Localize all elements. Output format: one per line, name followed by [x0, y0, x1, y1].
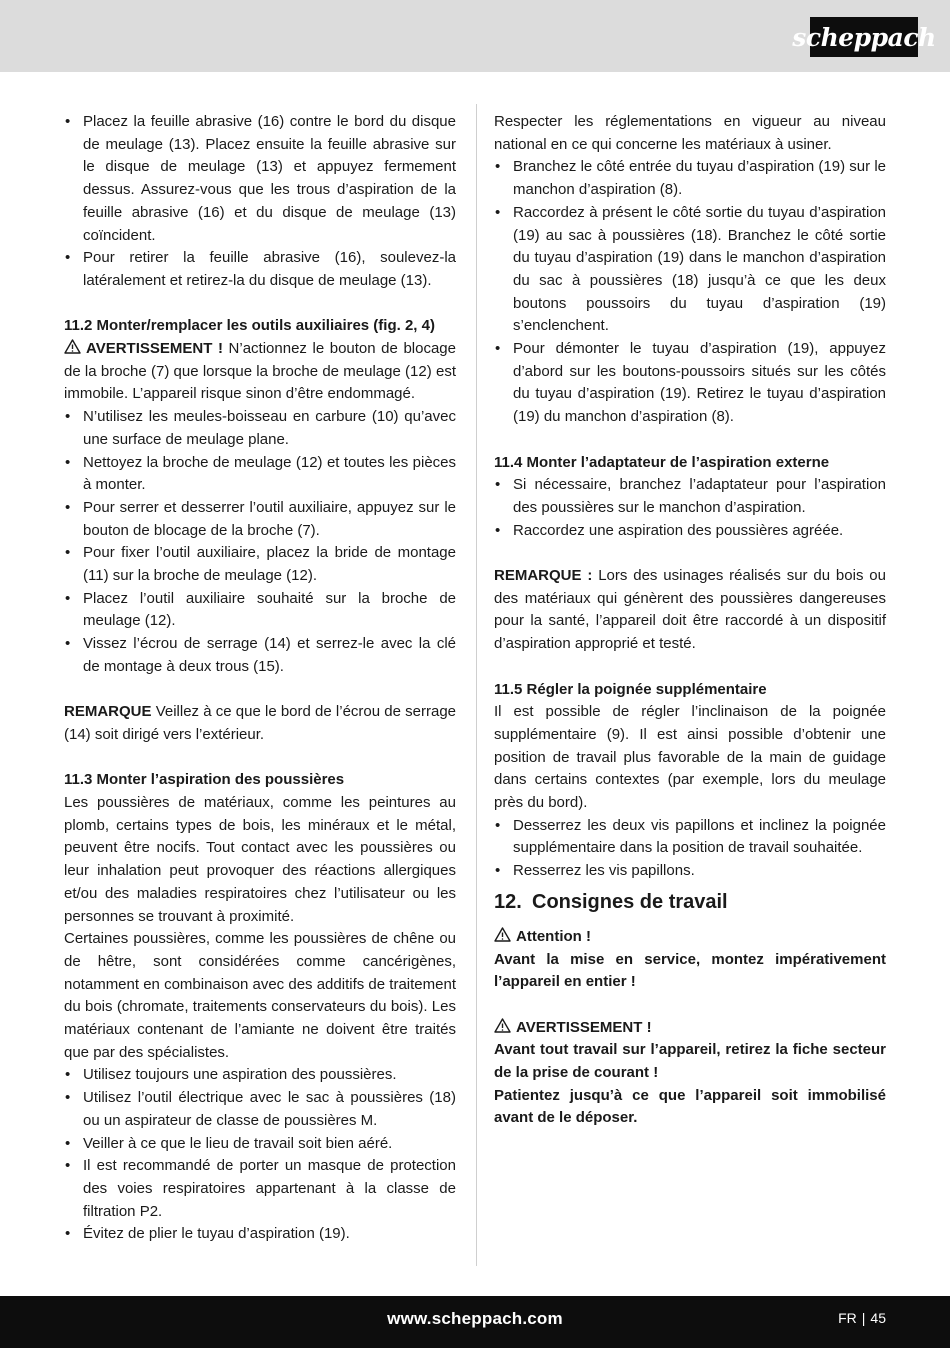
note-label: REMARQUE: [64, 703, 152, 721]
note-text: Veillez à ce que le bord de l’écrou de serrage (14) soit dirigé vers l’extérieur.: [64, 703, 456, 743]
section-heading-12: [494, 889, 886, 915]
list-item: • Vissez l’écrou de serrage (14) et serrez-le avec la clé de montage à deux trous (15).: [64, 633, 456, 678]
attention-label: Attention !: [516, 927, 591, 945]
column-divider: [476, 104, 477, 1266]
list-item: • N’utilisez les meules-boisseau en carbure (10) qu’avec une surface de meulage plane.: [64, 406, 456, 451]
body-paragraph: Les poussières de matériaux, comme les peintures au plomb, certains types de bois, les minéraux et le métal, peuvent être nocifs. Tout contact avec les poussières ou leur inhalation peut provoquer des réactions allergiques et/ou des maladies respiratoires chez l’utilisateur ou les personnes se trouvant à proximité.: [64, 794, 456, 925]
page-number: 45: [870, 1310, 886, 1326]
list-item: • Pour fixer l’outil auxiliaire, placez la bride de montage (11) sur la broche de meulage (12).: [64, 542, 456, 587]
website-link[interactable]: www.scheppach.com: [387, 1309, 563, 1328]
note-text: Lors des usinages réalisés sur du bois ou des matériaux qui génèrent des poussières dangereuses pour la santé, l’appareil doit être raccordé à un dispositif d’aspiration approprié et testé.: [494, 567, 886, 653]
section-heading-11-5: 11.5 Régler la poignée supplémentaire: [494, 680, 767, 698]
list-item: • Raccordez une aspiration des poussières agréée.: [494, 520, 886, 543]
scheppach-logo: scheppach: [810, 17, 918, 57]
footer-bar: [0, 1296, 950, 1348]
warning-triangle-icon: [494, 1018, 511, 1033]
list-item: • Nettoyez la broche de meulage (12) et toutes les pièces à monter.: [64, 452, 456, 497]
page-separator: |: [861, 1310, 866, 1326]
note-paragraph: [64, 701, 456, 746]
list-item: • Veiller à ce que le lieu de travail soit bien aéré.: [64, 1133, 456, 1156]
list-item: • Si nécessaire, branchez l’adaptateur pour l’aspiration des poussières sur le manchon d’aspiration.: [494, 474, 886, 519]
left-column: [64, 111, 456, 1246]
list-item: • Branchez le côté entrée du tuyau d’aspiration (19) sur le manchon d’aspiration (8).: [494, 156, 886, 201]
warning-text: N’actionnez le bouton de blocage de la broche (7) que lorsque la broche de meulage (12) est immobile. L’appareil risque sinon d’être endommagé.: [64, 340, 456, 403]
list-item: • Resserrez les vis papillons.: [494, 860, 886, 883]
list-item: • Desserrez les deux vis papillons et inclinez la poignée supplémentaire dans la position de travail souhaitée.: [494, 815, 886, 860]
note-label: REMARQUE :: [494, 567, 593, 585]
body-paragraph: Respecter les réglementations en vigueur au niveau national en ce qui concerne les matériaux à usiner.: [494, 113, 886, 153]
warning-triangle-icon: [64, 339, 81, 354]
list-item: • Utilisez l’outil électrique avec le sac à poussières (18) ou un aspirateur de classe de poussières M.: [64, 1087, 456, 1132]
body-paragraph: Certaines poussières, comme les poussières de chêne ou de hêtre, sont considérées comme cancérigènes, notamment en combinaison avec des additifs de traitement du bois (chromate, traitements conservateurs du bois). Les matériaux contenant de l’amiante ne doivent être traités que par des spécialistes.: [64, 930, 456, 1061]
page-indicator: [838, 1310, 886, 1326]
list-item: • Pour démonter le tuyau d’aspiration (19), appuyez d’abord sur les boutons-poussoirs situés sur les côtés du tuyau d’aspiration (19). Retirez le tuyau d’aspiration (19) du manchon d’aspiration (8).: [494, 338, 886, 429]
list-item: • Placez l’outil auxiliaire souhaité sur la broche de meulage (12).: [64, 588, 456, 633]
right-column: [494, 111, 886, 1130]
section-heading-11-3: 11.3 Monter l’aspiration des poussières: [64, 771, 345, 789]
note-paragraph: [494, 565, 886, 656]
warning-text: Patientez jusqu’à ce que l’appareil soit immobilisé avant de le déposer.: [494, 1086, 886, 1127]
section-number: 12.: [494, 890, 522, 913]
section-heading-11-2: 11.2 Monter/remplacer les outils auxiliaires (fig. 2, 4): [64, 317, 435, 335]
warning-label: AVERTISSEMENT !: [86, 340, 223, 358]
list-item: • Placez la feuille abrasive (16) contre le bord du disque de meulage (13). Placez ensuite la feuille abrasive sur le disque de meulage (13) et appuyez fermement dessus. Assurez-vous que les trous d’aspiration de la feuille abrasive (16) et du disque de meulage (13) coïncident.: [64, 111, 456, 247]
attention-text: Avant la mise en service, montez impérativement l’appareil en entier !: [494, 950, 886, 991]
section-title: Consignes de travail: [532, 890, 728, 913]
warning-label: AVERTISSEMENT !: [516, 1018, 652, 1036]
body-paragraph: Il est possible de régler l’inclinaison de la poignée supplémentaire (9). Il est ainsi possible d’obtenir une position de travail plus favorable de la main de guidage dans certains contextes (par exemple, lors du meulage près du bord).: [494, 703, 886, 812]
list-item: • Pour retirer la feuille abrasive (16), soulevez-la latéralement et retirez-la du disque de meulage (13).: [64, 247, 456, 292]
list-item: • Raccordez à présent le côté sortie du tuyau d’aspiration (19) au sac à poussières (18). Branchez le côté sortie du tuyau d’aspiration (19) dans le manchon d’aspiration du sac à poussières (18) jusqu’à ce que les deux boutons poussoirs du tuyau d’aspiration (19) s’enclenchent.: [494, 202, 886, 338]
list-item: • Pour serrer et desserrer l’outil auxiliaire, appuyez sur le bouton de blocage de la broche (7).: [64, 497, 456, 542]
section-heading-11-4: 11.4 Monter l’adaptateur de l’aspiration externe: [494, 453, 830, 471]
list-item: • Évitez de plier le tuyau d’aspiration (19).: [64, 1223, 456, 1246]
warning-text: Avant tout travail sur l’appareil, retirez la fiche secteur de la prise de courant !: [494, 1041, 886, 1082]
warning-triangle-icon: [494, 927, 511, 942]
warning-paragraph: [64, 338, 456, 406]
list-item: • Il est recommandé de porter un masque de protection des voies respiratoires appartenant à la classe de filtration P2.: [64, 1155, 456, 1223]
list-item: • Utilisez toujours une aspiration des poussières.: [64, 1064, 456, 1087]
attention-heading: [494, 926, 886, 949]
language-code: FR: [838, 1310, 857, 1326]
warning-heading: [494, 1017, 886, 1040]
